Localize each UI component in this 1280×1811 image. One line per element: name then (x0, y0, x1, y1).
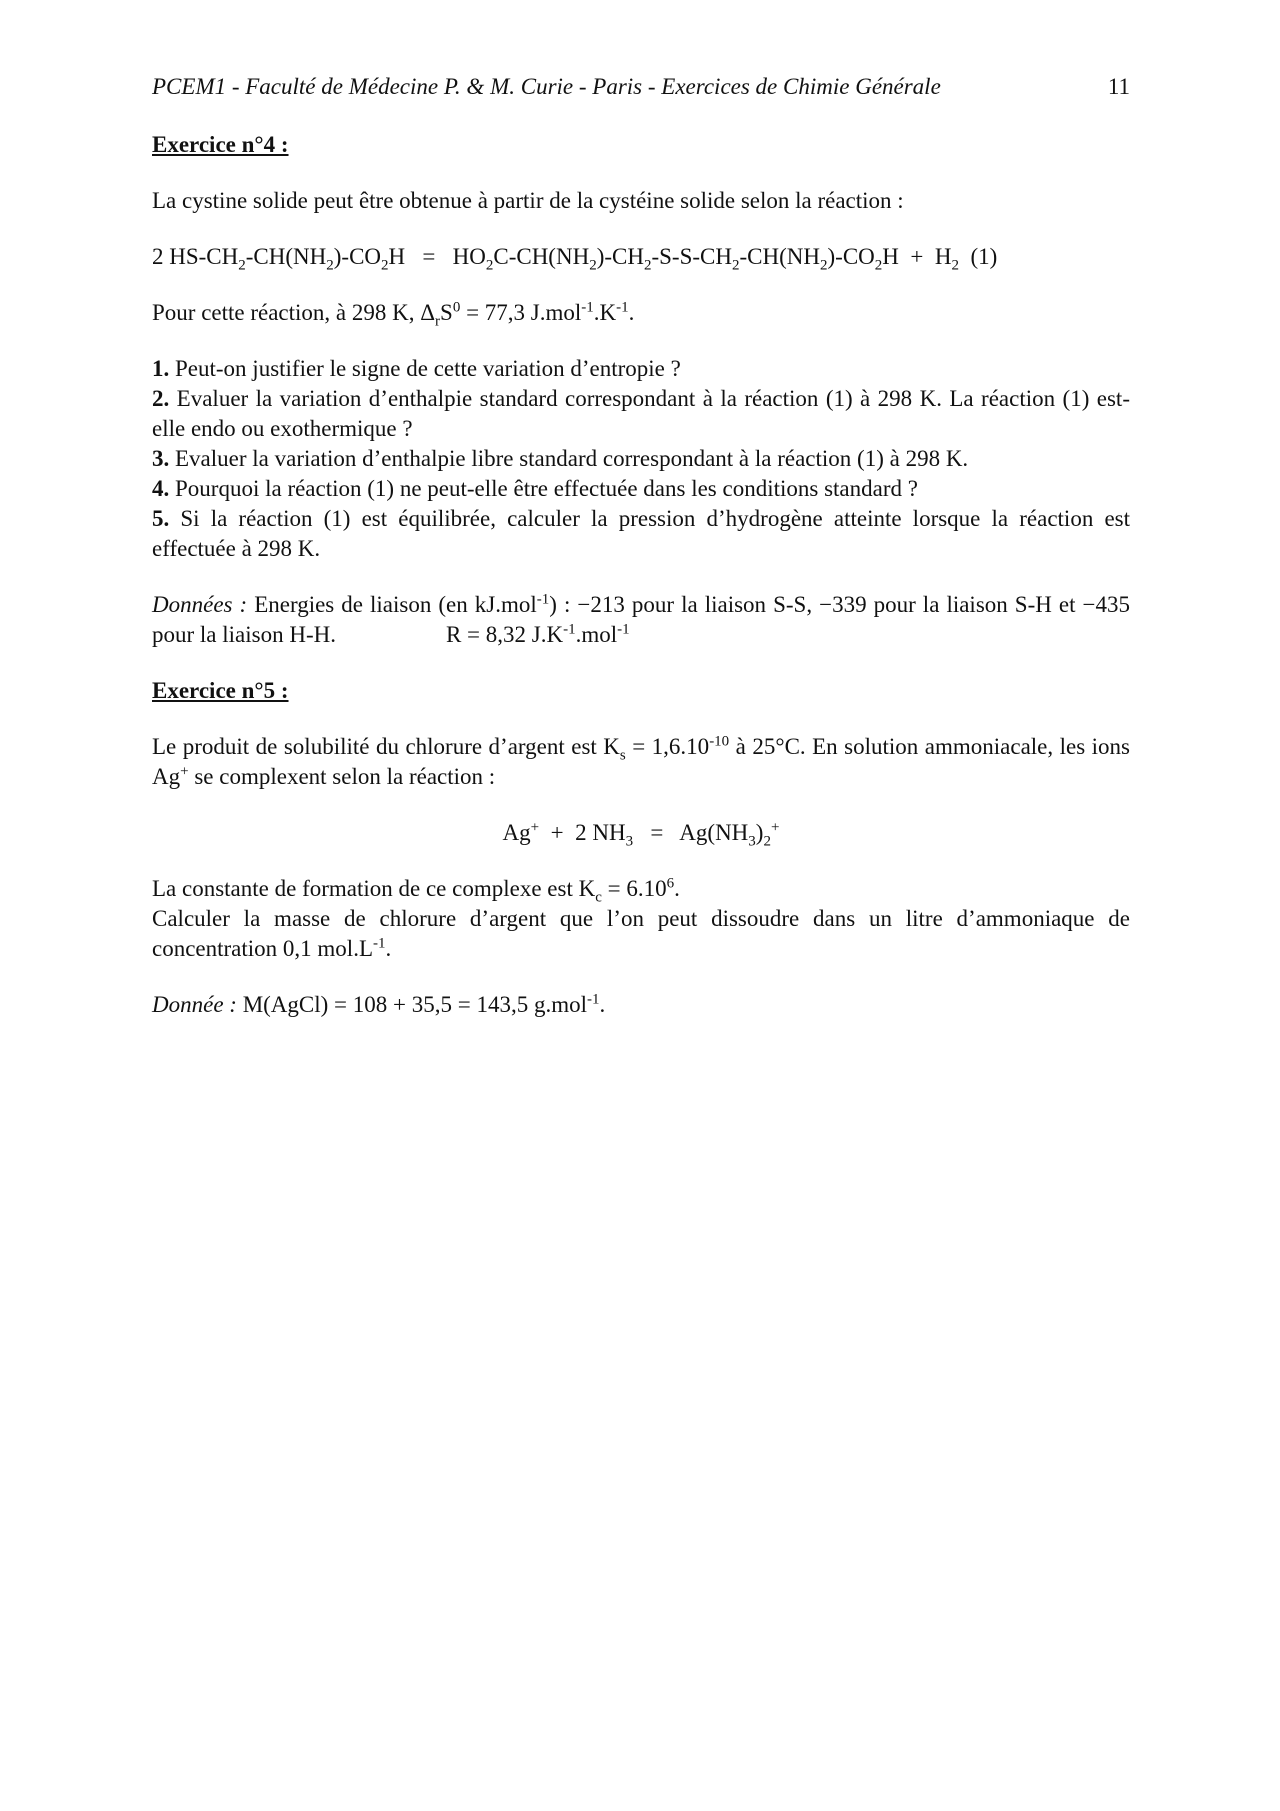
gas-constant: R = 8,32 $J.K^{-1}.mol^{-1}$ (445, 621, 630, 647)
exercise-5-equation: Ag+ + 2 $NH_3 = Ag(NH_3)_2^+$ (502, 819, 780, 850)
question-2: 2. Evaluer la variation d’enthalpie standard correspondant à la réaction (1) à 298 K. La réaction (1) est-elle endo ou exothermique ? (152, 386, 1130, 441)
page-number: 11 (1107, 74, 1130, 99)
exercise-5-task: Calculer la masse de chlorure d’argent que l’on peut dissoudre dans un litre d’ammoniaque de concentration 0,1 $mol.L^{-1}$. (152, 906, 1130, 961)
exercise-5-intro: Le produit de solubilité du chlorure d’argent est $K_s = 1,6.10^{-10}$ à 25°C. En solution ammoniacale, les ions Ag+ se complexent selon la réaction : (152, 733, 1130, 789)
question-3: 3. Evaluer la variation d’enthalpie libre standard correspondant à la réaction (1) à 298 K. (152, 446, 969, 471)
exercise-4-title: Exercice n°4 : (152, 132, 289, 157)
page-header (152, 72, 1130, 102)
question-5: 5. Si la réaction (1) est équilibrée, calculer la pression d’hydrogène atteinte lorsque la réaction est effectuée à 298 K. (152, 506, 1130, 561)
exercise-4-questions (152, 354, 1130, 564)
exercise-4-intro: La cystine solide peut être obtenue à partir de la cystéine solide selon la réaction : (152, 188, 904, 213)
exercise-5-data: Donnée : M(AgCl) = 108 + 35,5 = 143,5 g.mol$^{-1}$. (152, 991, 606, 1017)
header-title: PCEM1 - Faculté de Médecine P. & M. Curie - Paris - Exercices de Chimie Générale (152, 74, 941, 99)
exercise-5-formation-constant: La constante de formation de ce complexe est $K_c = 6.10^6$. (152, 875, 680, 906)
exercise-5-title: Exercice n°5 : (152, 678, 289, 703)
question-4: 4. Pourquoi la réaction (1) ne peut-elle être effectuée dans les conditions standard ? (152, 476, 918, 501)
exercise-4-equation: 2 $HS-CH_2-CH(NH_2)-CO_2H = HO_2C-CH(NH_2)-CH_2-S-S-CH_2-CH(NH_2)-CO_2H + H_2$ (1) (152, 244, 998, 274)
exercise-4-data: Données : Energies de liaison (en kJ.mol$^{-1}$) : −213 pour la liaison S-S, −339 pour la liaison S-H et −435 pour la liaison H-H. R = 8,32 $J.K^{-1}.mol^{-1}$ (152, 591, 1130, 647)
question-1: 1. Peut-on justifier le signe de cette variation d’entropie ? (152, 356, 681, 381)
document-page (152, 72, 1130, 1046)
exercise-4-entropy: Pour cette réaction, à 298 K, $\Delta_rS^0 = 77,3$ $J.mol^{-1}.K^{-1}$. (152, 299, 635, 330)
